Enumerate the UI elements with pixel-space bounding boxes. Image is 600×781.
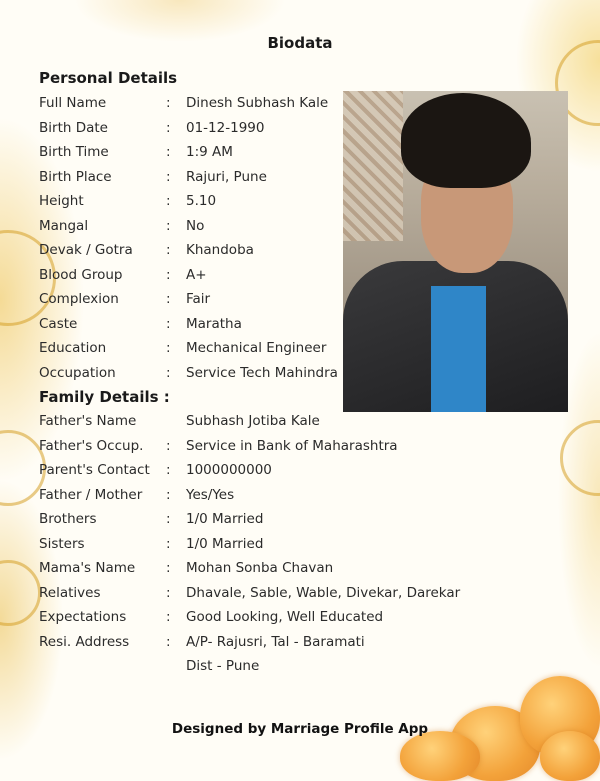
field-separator: : <box>166 291 171 307</box>
field-label: Father's Occup. <box>39 437 144 454</box>
field-separator: : <box>166 119 171 136</box>
field-value: Dinesh Subhash Kale <box>186 95 329 111</box>
family-details-heading: Family Details : <box>39 388 170 406</box>
field-separator: : <box>166 560 171 576</box>
field-label: Parent's Contact <box>39 462 150 478</box>
field-label: Father / Mother <box>39 486 143 503</box>
field-separator: : <box>166 535 171 552</box>
field-separator: : <box>166 315 171 332</box>
field-separator: : <box>166 437 171 454</box>
field-label: Mangal <box>39 217 89 234</box>
field-value: Rajuri, Pune <box>186 168 267 185</box>
field-value: Subhash Jotiba Kale <box>186 413 320 429</box>
field-value: Dist - Pune <box>186 658 260 674</box>
field-value: 1/0 Married <box>186 535 264 552</box>
field-value: Service Tech Mahindra <box>186 364 338 381</box>
field-label: Brothers <box>39 511 97 527</box>
field-label: Devak / Gotra <box>39 242 133 258</box>
field-separator: : <box>166 633 171 650</box>
field-label: Occupation <box>39 364 116 381</box>
field-label: Height <box>39 193 84 209</box>
field-label: Birth Place <box>39 168 112 185</box>
field-label: Sisters <box>39 535 85 552</box>
field-value: Good Looking, Well Educated <box>186 609 384 625</box>
field-separator: : <box>166 168 171 185</box>
field-value: 1/0 Married <box>186 511 264 527</box>
field-separator: : <box>166 193 171 209</box>
field-value: Mechanical Engineer <box>186 340 327 356</box>
personal-details-heading: Personal Details <box>39 69 178 87</box>
field-value: Mohan Sonba Chavan <box>186 560 334 576</box>
field-separator: : <box>166 462 171 478</box>
field-separator: : <box>166 486 171 503</box>
field-value: 5.10 <box>186 193 217 209</box>
field-value: 1000000000 <box>186 462 272 478</box>
field-label: Relatives <box>39 584 101 601</box>
field-separator: : <box>166 242 171 258</box>
field-value: A+ <box>186 266 207 283</box>
swirl-ornament <box>0 560 41 626</box>
field-separator: : <box>166 217 171 234</box>
footer-credit: Designed by Marriage Profile App <box>171 721 429 737</box>
field-value: 1:9 AM <box>186 144 233 160</box>
field-label: Blood Group <box>39 266 123 283</box>
field-label: Education <box>39 340 107 356</box>
field-separator: : <box>166 266 171 283</box>
field-label: Complexion <box>39 291 119 307</box>
page-title: Biodata <box>267 34 333 52</box>
swirl-ornament <box>560 420 600 496</box>
field-label: Caste <box>39 315 78 332</box>
field-separator: : <box>166 364 171 381</box>
field-value: A/P- Rajusri, Tal - Baramati <box>186 633 365 650</box>
field-value: No <box>186 217 205 234</box>
field-separator: : <box>166 584 171 601</box>
field-value: Yes/Yes <box>186 486 235 503</box>
field-separator: : <box>166 144 171 160</box>
field-value: Khandoba <box>186 242 254 258</box>
field-separator: : <box>166 95 171 111</box>
field-separator: : <box>166 511 171 527</box>
profile-photo <box>343 91 568 412</box>
field-label: Birth Time <box>39 144 109 160</box>
field-label: Mama's Name <box>39 560 136 576</box>
field-label: Father's Name <box>39 413 137 429</box>
field-label: Resi. Address <box>39 633 130 650</box>
field-value: 01-12-1990 <box>186 119 265 136</box>
field-label: Expectations <box>39 609 127 625</box>
field-label: Birth Date <box>39 119 108 136</box>
field-separator: : <box>166 340 171 356</box>
orange-flowers-image <box>340 636 600 776</box>
field-separator: : <box>166 609 171 625</box>
field-label: Full Name <box>39 95 107 111</box>
field-value: Dhavale, Sable, Wable, Divekar, Darekar <box>186 584 461 601</box>
field-value: Service in Bank of Maharashtra <box>186 437 398 454</box>
field-value: Fair <box>186 291 211 307</box>
field-value: Maratha <box>186 315 242 332</box>
